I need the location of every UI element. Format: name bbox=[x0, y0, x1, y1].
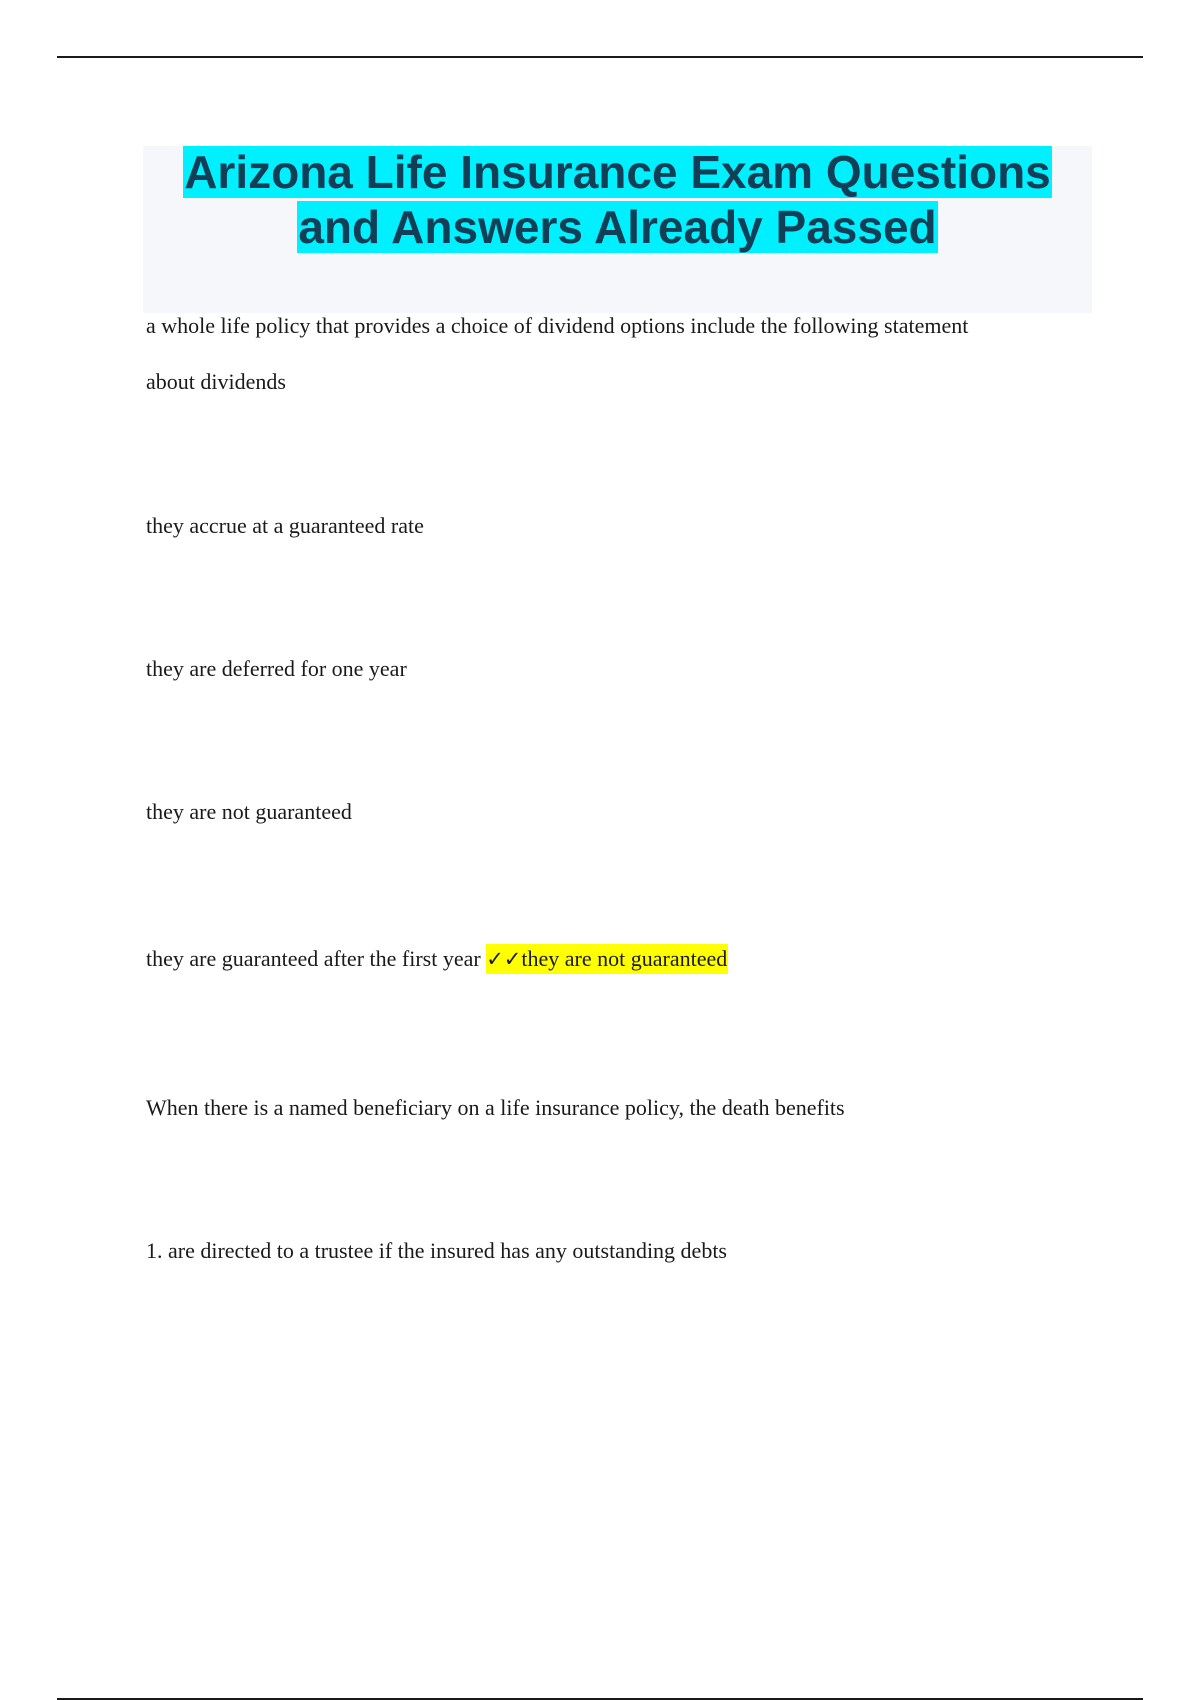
document-title bbox=[143, 145, 1092, 255]
answer-highlight bbox=[486, 944, 728, 974]
question-1-option-4-row bbox=[146, 945, 728, 973]
question-1-option-1: they accrue at a guaranteed rate bbox=[146, 513, 424, 538]
question-1-option-3: they are not guaranteed bbox=[146, 799, 352, 824]
question-1-stem-line-1: a whole life policy that provides a choice of dividend options include the following statement bbox=[146, 313, 969, 338]
double-check-icon: ✓✓ bbox=[486, 947, 522, 971]
title-line-2: and Answers Already Passed bbox=[298, 201, 937, 253]
question-2-option-1: 1. are directed to a trustee if the insured has any outstanding debts bbox=[146, 1238, 727, 1263]
question-1-option-4: they are guaranteed after the first year bbox=[146, 946, 481, 971]
question-1-option-2: they are deferred for one year bbox=[146, 656, 407, 681]
question-2-stem: When there is a named beneficiary on a life insurance policy, the death benefits bbox=[146, 1095, 845, 1120]
question-1-answer: they are not guaranteed bbox=[521, 946, 728, 971]
title-line-1: Arizona Life Insurance Exam Questions bbox=[184, 146, 1051, 198]
top-rule bbox=[57, 56, 1143, 58]
question-1-stem-line-2: about dividends bbox=[146, 369, 286, 394]
